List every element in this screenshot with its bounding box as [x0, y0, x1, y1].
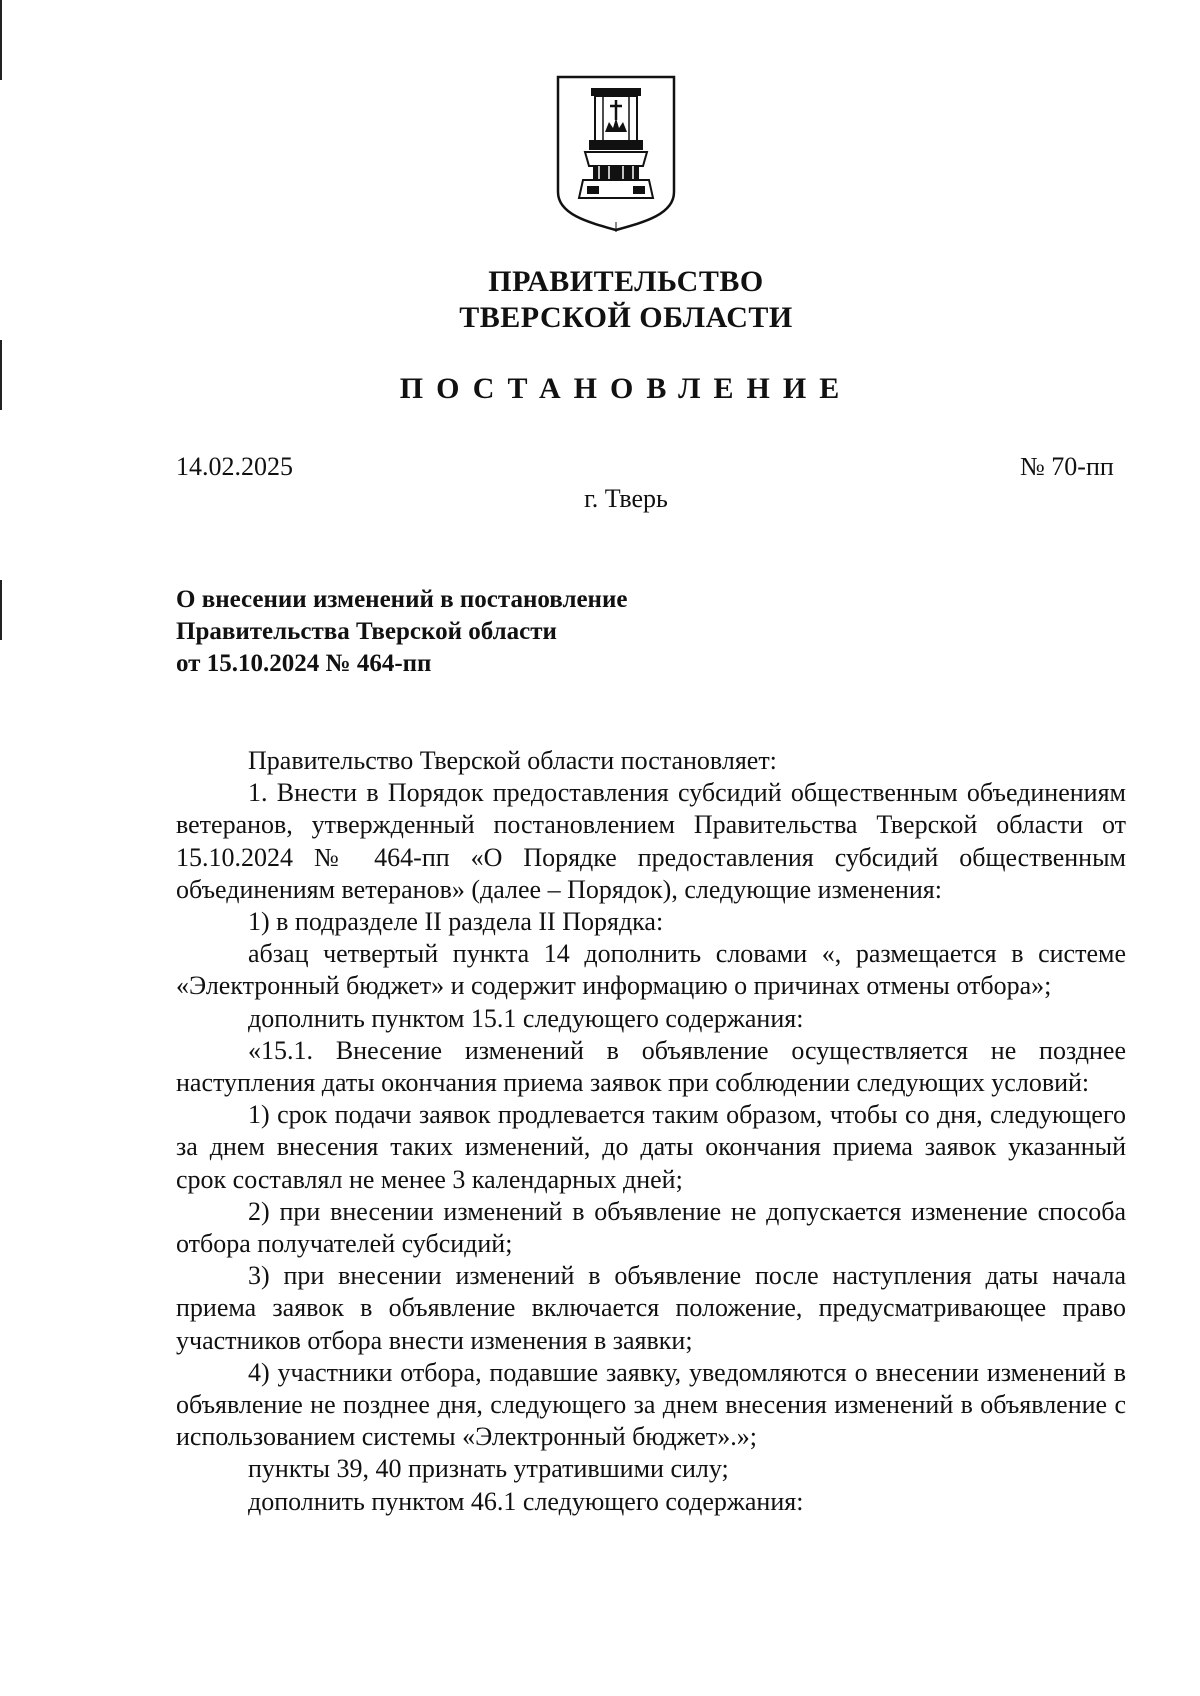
document-date: 14.02.2025 — [176, 452, 293, 481]
body-paragraph: Правительство Тверской области постановляет: — [248, 746, 777, 775]
scan-edge-mark — [0, 580, 2, 640]
title-line: О внесении изменений в постановление — [176, 586, 628, 613]
title-line: Правительства Тверской области — [176, 618, 557, 645]
document-type: ПОСТАНОВЛЕНИЕ — [399, 372, 853, 405]
document-body — [176, 745, 1126, 1518]
body-paragraph: 3) при внесении изменений в объявление после наступления даты начала приема заявок в объявление включается положение, предусматривающее право участников отбора внести изменения в заявки; — [176, 1261, 1126, 1355]
coat-of-arms-icon — [555, 74, 677, 232]
body-paragraph: 4) участники отбора, подавшие заявку, уведомляются о внесении изменений в объявление не позднее дня, следующего за днем внесения изменений в объявление с использованием системы «Электронный бюджет».»; — [176, 1357, 1126, 1452]
document-city: г. Тверь — [584, 484, 668, 513]
body-paragraph: 1) срок подачи заявок продлевается таким образом, чтобы со дня, следующего за днем внесения таких изменений, до даты окончания приема заявок указанный срок составлял не менее 3 календарных дней; — [176, 1100, 1126, 1194]
body-paragraph: пункты 39, 40 признать утратившими силу; — [248, 1454, 729, 1484]
body-paragraph: 1. Внести в Порядок предоставления субсидий общественным объединениям ветеранов, утвержденный постановлением Правительства Тверской области от 15.10.2024 № 464-пп «О Порядке предоставления субсидий общественным объединениям ветеранов» (далее – Порядок), следующие изменения: — [176, 778, 1126, 904]
title-line: от 15.10.2024 № 464-пп — [176, 650, 432, 677]
scan-edge-mark — [0, 0, 2, 80]
document-title — [176, 584, 876, 680]
document-number: № 70-пп — [1020, 452, 1114, 481]
body-paragraph: дополнить пунктом 46.1 следующего содержания: — [248, 1486, 804, 1516]
organization-name-line-1: ПРАВИТЕЛЬСТВО — [488, 265, 764, 298]
body-paragraph: абзац четвертый пункта 14 дополнить словами «, размещается в системе «Электронный бюджет» и содержит информацию о причинах отмены отбора»; — [176, 939, 1126, 1001]
body-paragraph: «15.1. Внесение изменений в объявление осуществляется не позднее наступления даты окончания приема заявок при соблюдении следующих условий: — [176, 1035, 1126, 1098]
organization-name-line-2: ТВЕРСКОЙ ОБЛАСТИ — [459, 301, 793, 334]
body-paragraph: дополнить пунктом 15.1 следующего содержания: — [248, 1003, 804, 1033]
body-paragraph: 2) при внесении изменений в объявление не допускается изменение способа отбора получателей субсидий; — [176, 1196, 1126, 1259]
body-paragraph: 1) в подразделе II раздела II Порядка: — [248, 907, 664, 937]
